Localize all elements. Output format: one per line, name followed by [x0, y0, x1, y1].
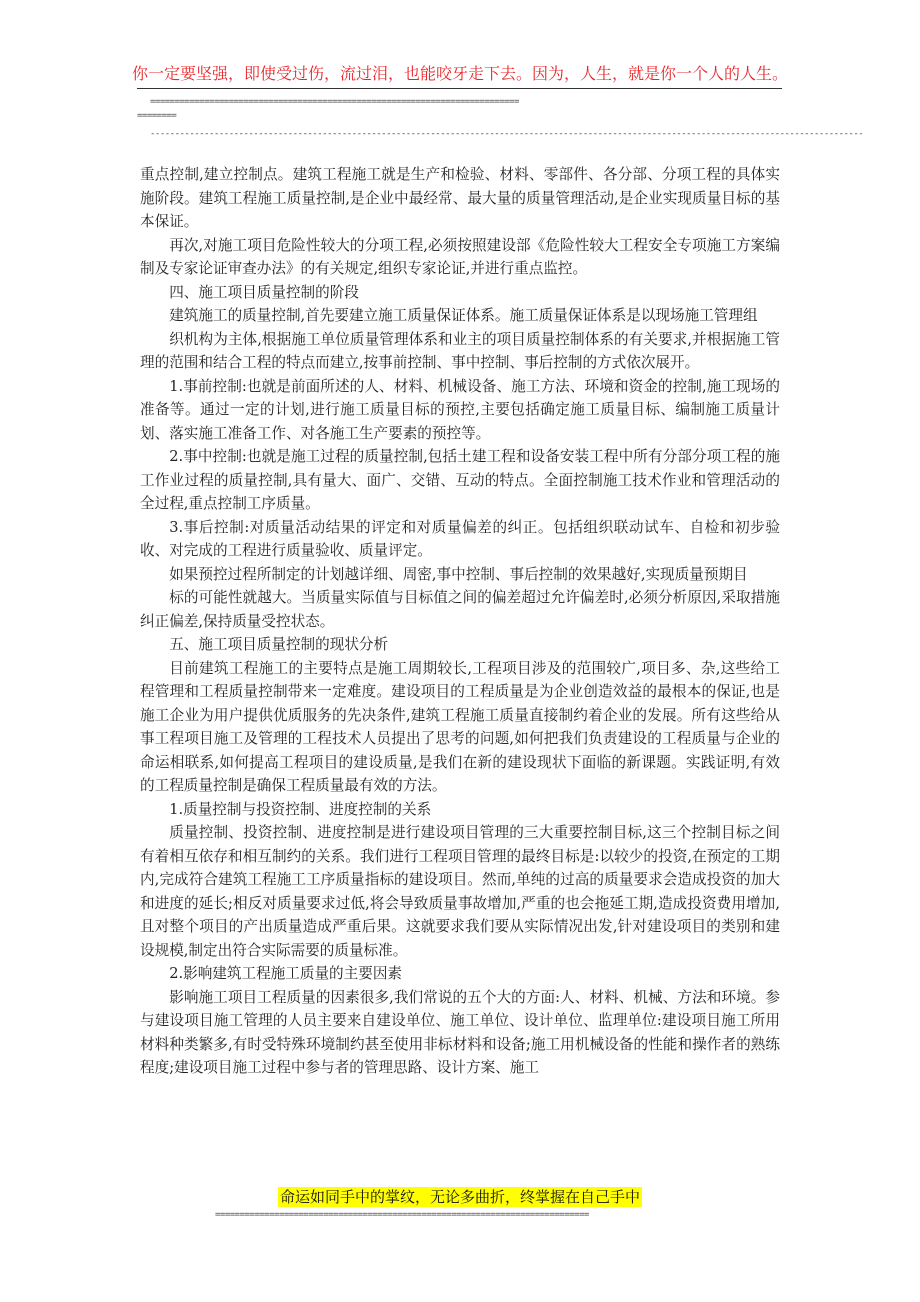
paragraph: 再次,对施工项目危险性较大的分项工程,必须按照建设部《危险性较大工程安全专项施工方案编制及专家论证审查办法》的有关规定,组织专家论证,并进行重点监控。: [140, 236, 780, 277]
footer-motto: 命运如同手中的掌纹，无论多曲折，终掌握在自己手中: [279, 1188, 640, 1206]
section-heading: 五、施工项目质量控制的现状分析: [169, 636, 389, 653]
footer-motto-wrap: [0, 1186, 920, 1208]
header-dash-line: -------------------------------------------------------------------------------------------------------------------------------------------------: [150, 129, 864, 139]
paragraph: 标的可能性就越大。当质量实际值与目标值之间的偏差超过允许偏差时,必须分析原因,采取措施纠正偏差,保持质量受控状态。: [140, 589, 780, 630]
paragraph: 织机构为主体,根据施工单位质量管理体系和业主的项目质量控制体系的有关要求,并根据施工管理的范围和结合工程的特点而建立,按事前控制、事中控制、事后控制的方式依次展开。: [140, 330, 780, 371]
paragraph: 影响施工项目工程质量的因素很多,我们常说的五个大的方面:人、材料、机械、方法和环境。参与建设项目施工管理的人员主要来自建设单位、施工单位、设计单位、监理单位:建设项目施工所用材料种类繁多,有时受特殊环境制约甚至使用非标材料和设备;施工用机械设备的性能和操作者的熟练程度;建设项目施工过程中参与者的管理思路、设计方案、施工: [140, 988, 780, 1076]
paragraph: 2.事中控制:也就是施工过程的质量控制,包括土建工程和设备安装工程中所有分部分项工程的施工作业过程的质量控制,具有量大、面广、交错、互动的特点。全面控制施工技术作业和管理活动的全过程,重点控制工序质量。: [140, 448, 780, 512]
header-motto: 你一定要坚强，即使受过伤，流过泪，也能咬牙走下去。因为，人生，就是你一个人的人生。: [131, 64, 788, 83]
footer-equals-line: ============================================================================: [215, 1210, 589, 1220]
paragraph: 目前建筑工程施工的主要特点是施工周期较长,工程项目涉及的范围较广,项目多、杂,这些给工程管理和工程质量控制带来一定难度。建设项目的工程质量是为企业创造效益的最根本的保证,也是施工企业为用户提供优质服务的先决条件,建筑工程施工质量直接制约着企业的发展。所有这些给从事工程项目施工及管理的工程技术人员提出了思考的问题,如何把我们负责建设的工程质量与企业的命运相联系,如何提高工程项目的建设质量,是我们在新的建设现状下面临的新课题。实践证明,有效的工程质量控制是确保工程质量最有效的方法。: [140, 659, 780, 794]
header-equals-line: ===========================================================================: [150, 97, 519, 107]
paragraph: 建筑施工的质量控制,首先要建立施工质量保证体系。施工质量保证体系是以现场施工管理组: [169, 307, 758, 324]
document-body: [140, 163, 780, 1080]
paragraph: 质量控制、投资控制、进度控制是进行建设项目管理的三大重要控制目标,这三个控制目标之间有着相互依存和相互制约的关系。我们进行工程项目管理的最终目标是:以较少的投资,在预定的工期内,完成符合建筑工程施工工序质量指标的建设项目。然而,单纯的过高的质量要求会造成投资的加大和进度的延长;相反对质量要求过低,将会导致质量事故增加,严重的也会拖延工期,造成投资费用增加,且对整个项目的产出质量造成严重后果。这就要求我们要从实际情况出发,针对建设项目的类别和建设规模,制定出符合实际需要的质量标准。: [140, 824, 780, 959]
subsection-heading: 1.质量控制与投资控制、进度控制的关系: [169, 800, 432, 818]
section-heading: 四、施工项目质量控制的阶段: [169, 283, 359, 301]
header-rule: [137, 88, 782, 89]
paragraph: 如果预控过程所制定的计划越详细、周密,事中控制、事后控制的效果越好,实现质量预期目: [169, 565, 748, 583]
subsection-heading: 2.影响建筑工程施工质量的主要因素: [169, 965, 403, 982]
paragraph: 重点控制,建立控制点。建筑工程施工就是生产和检验、材料、零部件、各分部、分项工程的具体实施阶段。建筑工程施工质量控制,是企业中最经常、最大量的质量管理活动,是企业实现质量目标的基本保证。: [140, 166, 780, 230]
paragraph: 1.事前控制:也就是前面所述的人、材料、机械设备、施工方法、环境和资金的控制,施工现场的准备等。通过一定的计划,进行施工质量目标的预控,主要包括确定施工质量目标、编制施工质量计划、落实施工准备工作、对各施工生产要素的预控等。: [140, 377, 780, 442]
paragraph: 3.事后控制:对质量活动结果的评定和对质量偏差的纠正。包括组织联动试车、自检和初步验收、对完成的工程进行质量验收、质量评定。: [140, 518, 780, 559]
header-equals-line-cont: ========: [137, 111, 177, 121]
